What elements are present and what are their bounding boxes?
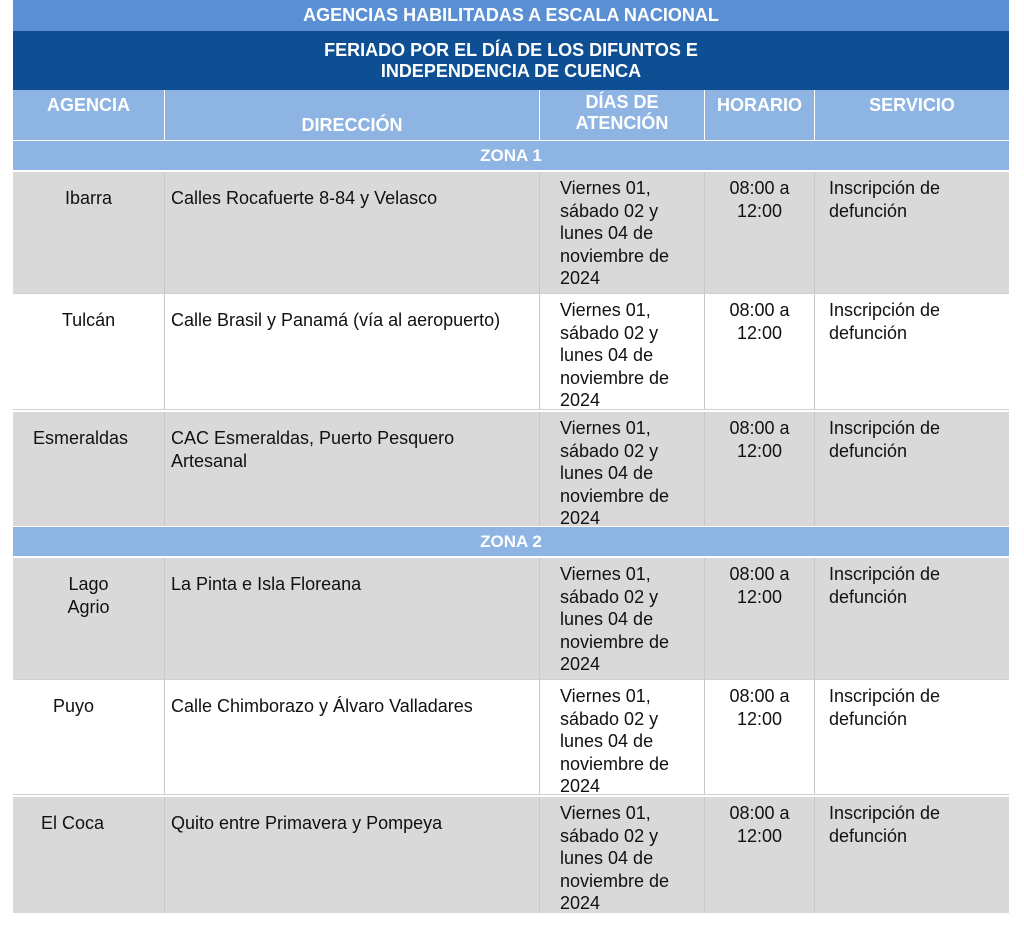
attention-days: Viernes 01, sábado 02 y lunes 04 de noviembre de 2024: [540, 558, 705, 679]
service: Inscripción de defunción: [829, 178, 941, 221]
attention-days: Viernes 01, sábado 02 y lunes 04 de noviembre de 2024: [540, 680, 705, 794]
table-row: [13, 170, 1009, 293]
attention-days: Viernes 01, sábado 02 y lunes 04 de noviembre de 2024: [540, 294, 705, 409]
table-row: [13, 293, 1009, 410]
zone-header: ZONA 2: [13, 526, 1009, 556]
table-row: [13, 679, 1009, 795]
agency-name: Esmeraldas: [13, 412, 165, 526]
service: Inscripción de defunción: [829, 686, 941, 729]
zone-header: ZONA 1: [13, 140, 1009, 170]
schedule: 08:00 a 12:00: [705, 412, 815, 526]
schedule: 08:00 a 12:00: [705, 558, 815, 679]
agency-address: La Pinta e Isla Floreana: [165, 558, 540, 679]
attention-days: Viernes 01, sábado 02 y lunes 04 de noviembre de 2024: [540, 412, 705, 526]
agency-name: Puyo: [13, 680, 165, 794]
header-horario: HORARIO: [705, 90, 815, 140]
agency-address: Calle Brasil y Panamá (vía al aeropuerto): [165, 294, 540, 409]
table-subtitle: FERIADO POR EL DÍA DE LOS DIFUNTOS E INDEPENDENCIA DE CUENCA: [13, 31, 1009, 90]
schedule: 08:00 a 12:00: [705, 797, 815, 913]
header-direccion: DIRECCIÓN: [165, 90, 540, 140]
table-row: [13, 795, 1009, 913]
column-headers: [13, 90, 1009, 140]
table-row: [13, 556, 1009, 679]
agency-name: Ibarra: [13, 172, 165, 293]
header-servicio: SERVICIO: [869, 95, 955, 115]
service: Inscripción de defunción: [829, 418, 941, 461]
service: Inscripción de defunción: [829, 564, 941, 607]
service: Inscripción de defunción: [829, 300, 941, 343]
schedule: 08:00 a 12:00: [705, 680, 815, 794]
agency-address: Quito entre Primavera y Pompeya: [165, 797, 540, 913]
attention-days: Viernes 01, sábado 02 y lunes 04 de noviembre de 2024: [540, 172, 705, 293]
schedule: 08:00 a 12:00: [705, 294, 815, 409]
agency-address: Calle Chimborazo y Álvaro Valladares: [165, 680, 540, 794]
agency-name: El Coca: [13, 797, 165, 913]
agency-address: CAC Esmeraldas, Puerto Pesquero Artesanal: [165, 412, 540, 526]
table-row: [13, 410, 1009, 526]
header-dias: DÍAS DE ATENCIÓN: [540, 90, 705, 140]
agency-name: Tulcán: [13, 294, 165, 409]
header-agencia: AGENCIA: [13, 90, 165, 140]
service: Inscripción de defunción: [829, 803, 941, 846]
table-title: AGENCIAS HABILITADAS A ESCALA NACIONAL: [13, 0, 1009, 31]
agency-name: Lago Agrio: [13, 558, 165, 679]
schedule: 08:00 a 12:00: [705, 172, 815, 293]
agency-address: Calles Rocafuerte 8-84 y Velasco: [165, 172, 540, 293]
agencies-table: [13, 0, 1009, 913]
attention-days: Viernes 01, sábado 02 y lunes 04 de noviembre de 2024: [540, 797, 705, 913]
